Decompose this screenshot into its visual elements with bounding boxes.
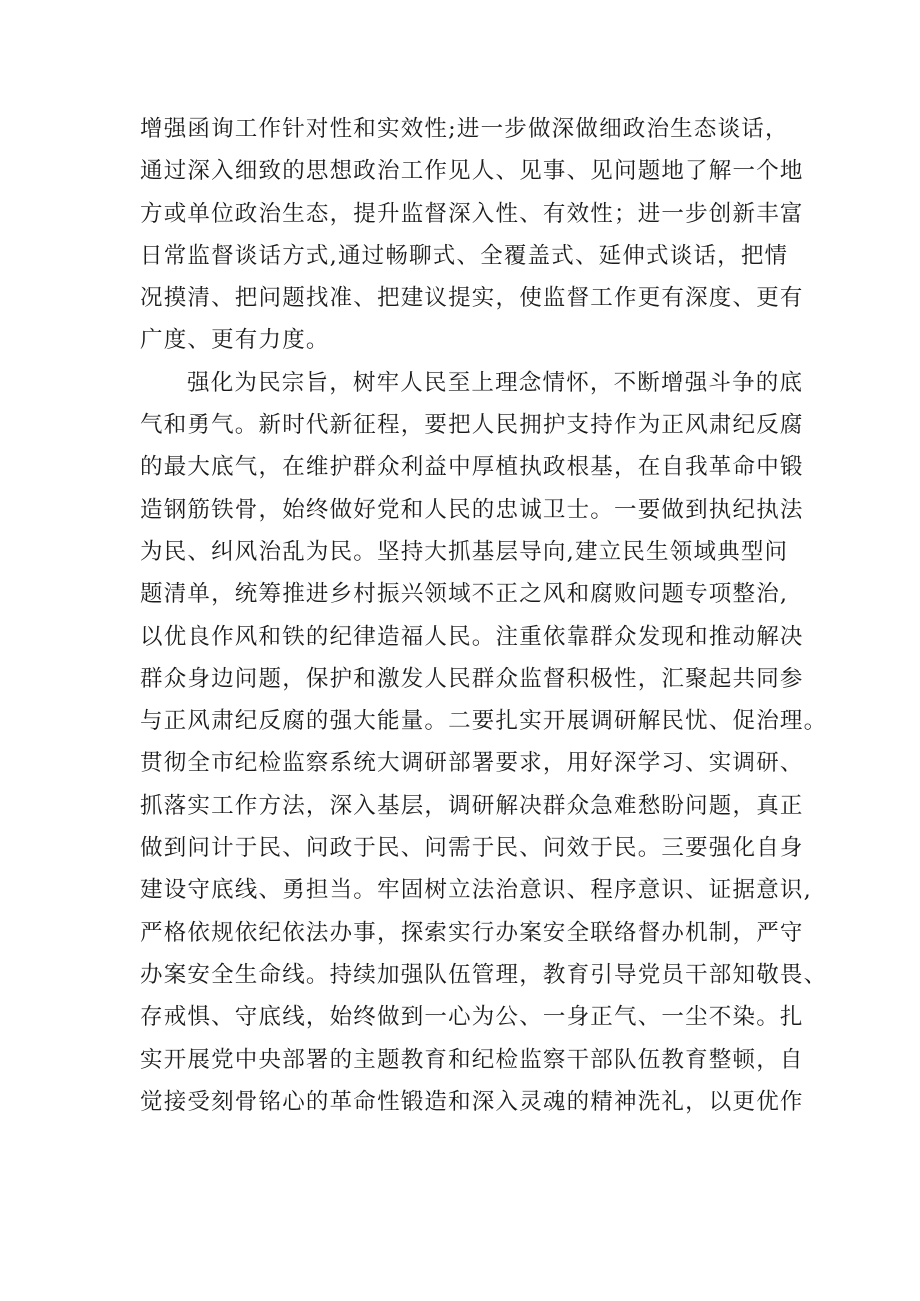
text-line: 与正风肃纪反腐的强大能量。二要扎实开展调研解民忧、促治理。 [140, 708, 828, 735]
text-line: 通过深入细致的思想政治工作见人、见事、见问题地了解一个地 [140, 158, 804, 185]
text-line: 为民、纠风治乱为民。坚持大抓基层导向,建立民生领域典型问 [140, 538, 789, 565]
text-line: 存戒惧、守底线，始终做到一心为公、一身正气、一尘不染。扎 [140, 1004, 804, 1031]
text-line: 群众身边问题，保护和激发人民群众监督积极性，汇聚起共同参 [140, 665, 804, 692]
text-line: 气和勇气。新时代新征程，要把人民拥护支持作为正风肃纪反腐 [140, 412, 804, 439]
text-line: 以优良作风和铁的纪律造福人民。注重依靠群众发现和推动解决 [140, 623, 804, 650]
text-line: 造钢筋铁骨，始终做好党和人民的忠诚卫士。一要做到执纪执法 [140, 496, 804, 523]
text-line: 做到问计于民、问政于民、问需于民、问效于民。三要强化自身 [140, 835, 804, 862]
text-line: 办案安全生命线。持续加强队伍管理，教育引导党员干部知敬畏、 [140, 961, 828, 988]
text-line: 建设守底线、勇担当。牢固树立法治意识、程序意识、证据意识, [140, 877, 812, 904]
text-line: 贯彻全市纪检监察系统大调研部署要求，用好深学习、实调研、 [140, 750, 804, 777]
text-line: 实开展党中央部署的主题教育和纪检监察干部队伍教育整顿，自 [140, 1046, 804, 1073]
text-line: 严格依规依纪依法办事，探索实行办案安全联络督办机制，严守 [140, 919, 804, 946]
text-line: 的最大底气，在维护群众利益中厚植执政根基，在自我革命中锻 [140, 454, 804, 481]
document-body-text [140, 108, 828, 1123]
paragraph-first-line: 强化为民宗旨，树牢人民至上理念情怀，不断增强斗争的底 [187, 369, 804, 396]
text-line: 况摸清、把问题找准、把建议提实，使监督工作更有深度、更有 [140, 285, 804, 312]
text-line: 觉接受刻骨铭心的革命性锻造和深入灵魂的精神洗礼，以更优作 [140, 1088, 804, 1115]
text-line: 题清单，统筹推进乡村振兴领域不正之风和腐败问题专项整治, [140, 581, 789, 608]
text-line: 日常监督谈话方式,通过畅聊式、全覆盖式、延伸式谈话，把情 [140, 242, 789, 269]
text-line: 广度、更有力度。 [140, 327, 330, 354]
text-line: 方或单位政治生态，提升监督深入性、有效性；进一步创新丰富 [140, 200, 804, 227]
text-line: 抓落实工作方法，深入基层，调研解决群众急难愁盼问题，真正 [140, 792, 804, 819]
text-line: 增强函询工作针对性和实效性;进一步做深做细政治生态谈话， [140, 116, 789, 142]
